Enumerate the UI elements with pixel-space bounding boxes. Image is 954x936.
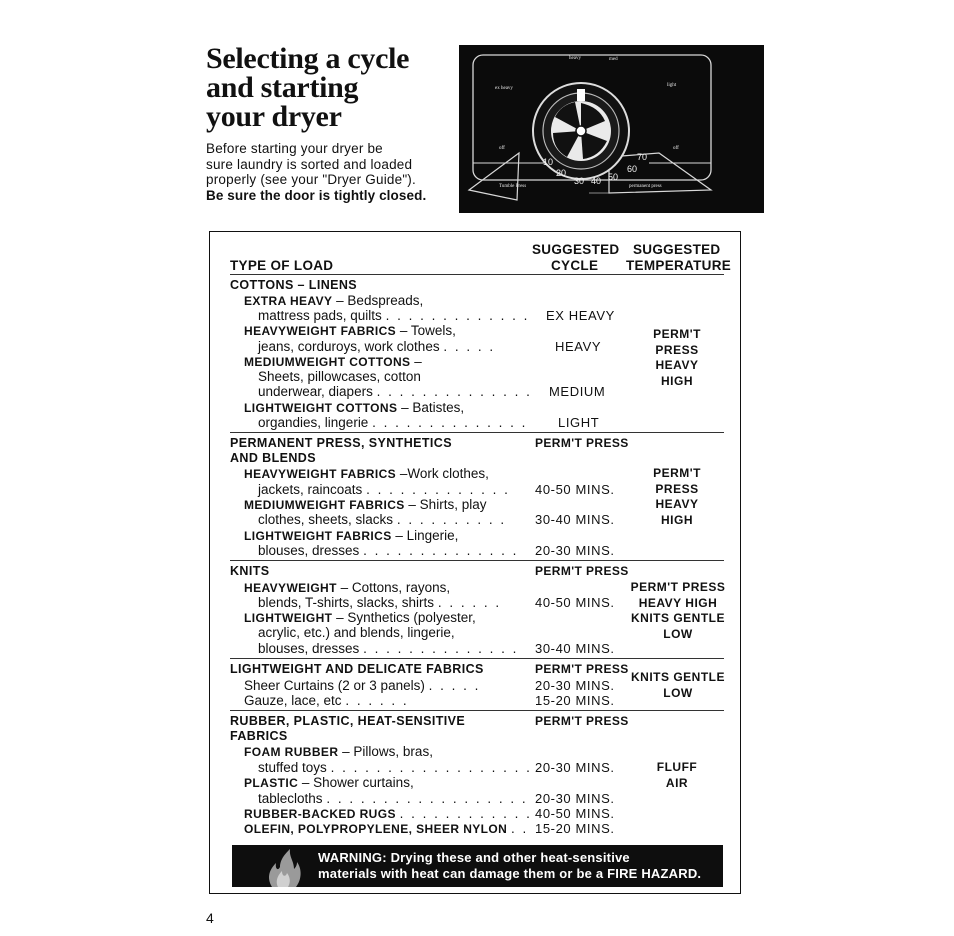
- load-description: – Shower curtains,: [298, 775, 414, 790]
- load-description: blends, T-shirts, slacks, shirts: [258, 595, 435, 610]
- load-description: underwear, diapers: [258, 384, 373, 399]
- leader-dots: . . . . .: [428, 678, 481, 693]
- cycle-value: 20-30 MINS.: [535, 678, 615, 693]
- dial-number-60: 60: [627, 164, 638, 174]
- header-suggested-temp-1: SUGGESTED: [633, 242, 721, 257]
- temperature-line: LOW: [663, 685, 693, 700]
- load-description: – Bedspreads,: [332, 293, 424, 308]
- load-description: blouses, dresses: [258, 641, 360, 656]
- leader-dots: . . . . . . . . . . . . . .: [363, 641, 519, 656]
- cycle-value: LIGHT: [558, 415, 600, 430]
- cycle-value: 20-30 MINS.: [535, 760, 615, 775]
- dial-number-10: 10: [543, 157, 554, 167]
- section-title-permanent-press-2: AND BLENDS: [230, 451, 316, 465]
- temperature-line: HEAVY: [655, 497, 699, 511]
- leader-dots: . . . . . . . . . . . . . . . . . .: [326, 791, 528, 806]
- cycle-value: 30-40 MINS.: [535, 512, 615, 527]
- load-subtype: LIGHTWEIGHT: [244, 611, 333, 625]
- load-subtype: LIGHTWEIGHT COTTONS: [244, 401, 398, 415]
- temperature-line: AIR: [665, 775, 689, 790]
- temperature-cell: [628, 580, 728, 642]
- dial-number-20: 20: [556, 168, 567, 178]
- leader-dots: . . . . . . . . . . . . . . . . . .: [330, 760, 532, 775]
- load-description: clothes, sheets, slacks: [258, 512, 394, 527]
- temperature-line: KNITS GENTLE: [630, 670, 725, 684]
- leader-dots: . . . . . .: [437, 595, 502, 610]
- temperature-line: PERM'T: [653, 466, 701, 480]
- section-divider: [230, 560, 724, 561]
- load-subtype: HEAVYWEIGHT: [244, 581, 337, 595]
- load-subtype: EXTRA HEAVY: [244, 294, 333, 308]
- cycle-value: MEDIUM: [549, 384, 606, 399]
- dial-number-40: 40: [591, 176, 602, 186]
- temperature-line: PERM'T PRESS: [630, 580, 726, 594]
- leader-dots: . . . . . . . . . . . . .: [366, 482, 510, 497]
- load-subtype: PLASTIC: [244, 776, 299, 790]
- section-title-knits: KNITS: [230, 564, 270, 578]
- dial-label-light: light: [667, 83, 677, 88]
- intro-paragraph: [206, 141, 456, 203]
- warning-line: WARNING: Drying these and other heat-sensitive: [318, 850, 630, 865]
- load-description: organdies, lingerie: [258, 415, 369, 430]
- load-description: – Synthetics (polyester,: [332, 610, 476, 625]
- cycle-heading: PERM'T PRESS: [535, 436, 629, 450]
- intro-line: properly (see your "Dryer Guide").: [206, 172, 416, 187]
- section-title-delicate: LIGHTWEIGHT AND DELICATE FABRICS: [230, 662, 484, 676]
- load-description: –Work clothes,: [396, 466, 489, 481]
- dial-number-50: 50: [608, 172, 619, 182]
- flame-icon: [260, 845, 304, 887]
- cycle-value: 40-50 MINS.: [535, 595, 615, 610]
- page-title-line: Selecting a cycle: [206, 42, 410, 75]
- cycle-value: HEAVY: [555, 339, 602, 354]
- header-temperature: TEMPERATURE: [626, 258, 732, 273]
- section-divider: [230, 710, 724, 711]
- section-title-permanent-press: PERMANENT PRESS, SYNTHETICS: [230, 436, 452, 450]
- load-description: jackets, raincoats: [258, 482, 363, 497]
- cycle-value: 20-30 MINS.: [535, 791, 615, 806]
- cycle-heading: PERM'T PRESS: [535, 564, 629, 578]
- load-subtype: LIGHTWEIGHT FABRICS: [244, 529, 392, 543]
- header-type-of-load: TYPE OF LOAD: [230, 258, 334, 273]
- leader-dots: . . . . . .: [345, 693, 409, 708]
- dial-number-30: 30: [574, 176, 585, 186]
- section-title-rubber-plastic: RUBBER, PLASTIC, HEAT-SENSITIVE: [230, 714, 466, 728]
- section-title-rubber-plastic-2: FABRICS: [230, 729, 288, 743]
- leader-dots: . . . . . . . . . .: [396, 512, 507, 527]
- leader-dots: . . . . . . . . . . . . . .: [363, 543, 519, 558]
- page-title-line: your dryer: [206, 100, 342, 133]
- dial-label-heavy: heavy: [569, 56, 581, 61]
- warning-line: materials with heat can damage them or be a FIRE HAZARD.: [318, 866, 702, 881]
- temperature-line: LOW: [663, 626, 693, 641]
- load-subtype: HEAVYWEIGHT FABRICS: [244, 467, 397, 481]
- temperature-line: PRESS: [655, 342, 699, 357]
- section-divider: [230, 432, 724, 433]
- cycle-value: 40-50 MINS.: [535, 806, 615, 821]
- leader-dots: . . . . . . . . . . . .: [399, 806, 532, 821]
- load-description: blouses, dresses: [258, 543, 360, 558]
- temperature-line: PERM'T: [653, 327, 701, 341]
- temperature-cell: [638, 327, 716, 389]
- dial-label-med: med: [609, 57, 618, 62]
- cycle-value: EX HEAVY: [546, 308, 615, 323]
- dial-label-permanent-press: permanent press: [629, 184, 662, 189]
- intro-line: Before starting your dryer be: [206, 141, 383, 156]
- load-subtype: HEAVYWEIGHT FABRICS: [244, 324, 397, 338]
- header-suggested-cycle-1: SUGGESTED: [532, 242, 620, 257]
- dial-number-70: 70: [637, 152, 648, 162]
- door-closed-note: Be sure the door is tightly closed.: [206, 187, 427, 203]
- temperature-line: HEAVY HIGH: [638, 595, 718, 610]
- temperature-line: HEAVY: [655, 358, 699, 372]
- load-description: – Towels,: [396, 323, 456, 338]
- cycle-temperature-table: [209, 231, 741, 894]
- section-divider: [230, 658, 724, 659]
- page-number: 4: [206, 910, 214, 926]
- temperature-line: HIGH: [661, 373, 693, 388]
- dial-label-tumble-press: Tumble Press: [499, 184, 527, 189]
- page-title: [206, 44, 456, 131]
- fire-hazard-warning: [232, 845, 723, 887]
- load-subtype: FOAM RUBBER: [244, 745, 339, 759]
- load-description: mattress pads, quilts: [258, 308, 382, 323]
- temperature-line: PRESS: [655, 481, 699, 496]
- cycle-value: 30-40 MINS.: [535, 641, 615, 656]
- load-description: stuffed toys: [258, 760, 327, 775]
- temperature-line: FLUFF: [656, 760, 698, 774]
- dryer-control-panel-photo: [459, 45, 764, 213]
- leader-dots: . .: [510, 821, 529, 836]
- load-description: –: [410, 354, 422, 369]
- page-title-line: and starting: [206, 71, 359, 104]
- load-description: jeans, corduroys, work clothes: [258, 339, 440, 354]
- dial-label-off-right: off: [673, 146, 679, 151]
- header-cycle: CYCLE: [551, 258, 599, 273]
- intro-line: sure laundry is sorted and loaded: [206, 156, 413, 172]
- load-description: – Lingerie,: [391, 528, 459, 543]
- leader-dots: . . . . . . . . . . . . . .: [376, 384, 532, 399]
- cycle-heading: PERM'T PRESS: [535, 662, 629, 676]
- load-subtype: MEDIUMWEIGHT FABRICS: [244, 498, 405, 512]
- load-description: acrylic, etc.) and blends, lingerie,: [258, 625, 455, 640]
- load-description: Sheets, pillowcases, cotton: [258, 369, 421, 384]
- section-title-cottons: COTTONS – LINENS: [230, 278, 358, 292]
- load-description: – Cottons, rayons,: [336, 580, 451, 595]
- cycle-value: 20-30 MINS.: [535, 543, 615, 558]
- load-subtype: OLEFIN, POLYPROPYLENE, SHEER NYLON: [244, 822, 508, 836]
- load-description: – Shirts, play: [404, 497, 487, 512]
- load-description: Sheer Curtains (2 or 3 panels): [244, 678, 425, 693]
- load-description: – Batistes,: [397, 400, 465, 415]
- cycle-value: 40-50 MINS.: [535, 482, 615, 497]
- load-description: tablecloths: [258, 791, 323, 806]
- cycle-heading: PERM'T PRESS: [535, 714, 629, 728]
- leader-dots: . . . . . . . . . . . . .: [385, 308, 530, 323]
- temperature-line: HIGH: [661, 512, 693, 527]
- cycle-value: 15-20 MINS.: [535, 821, 615, 836]
- load-description: Gauze, lace, etc: [244, 693, 342, 708]
- header-divider: [230, 274, 724, 275]
- leader-dots: . . . . .: [443, 339, 496, 354]
- dial-label-off-left: off: [499, 146, 505, 151]
- load-subtype: RUBBER-BACKED RUGS: [244, 807, 396, 821]
- temperature-line: KNITS GENTLE: [630, 611, 725, 625]
- leader-dots: . . . . . . . . . . . . . .: [372, 415, 528, 430]
- cycle-value: 15-20 MINS.: [535, 693, 615, 708]
- load-description: – Pillows, bras,: [338, 744, 433, 759]
- temperature-cell: [628, 670, 728, 701]
- warning-text: [318, 850, 701, 882]
- temperature-cell: [638, 760, 716, 791]
- dial-label-ex-heavy: ex heavy: [495, 86, 513, 91]
- cycle-dial-illustration: [459, 45, 764, 213]
- load-subtype: MEDIUMWEIGHT COTTONS: [244, 355, 411, 369]
- temperature-cell: [638, 466, 716, 528]
